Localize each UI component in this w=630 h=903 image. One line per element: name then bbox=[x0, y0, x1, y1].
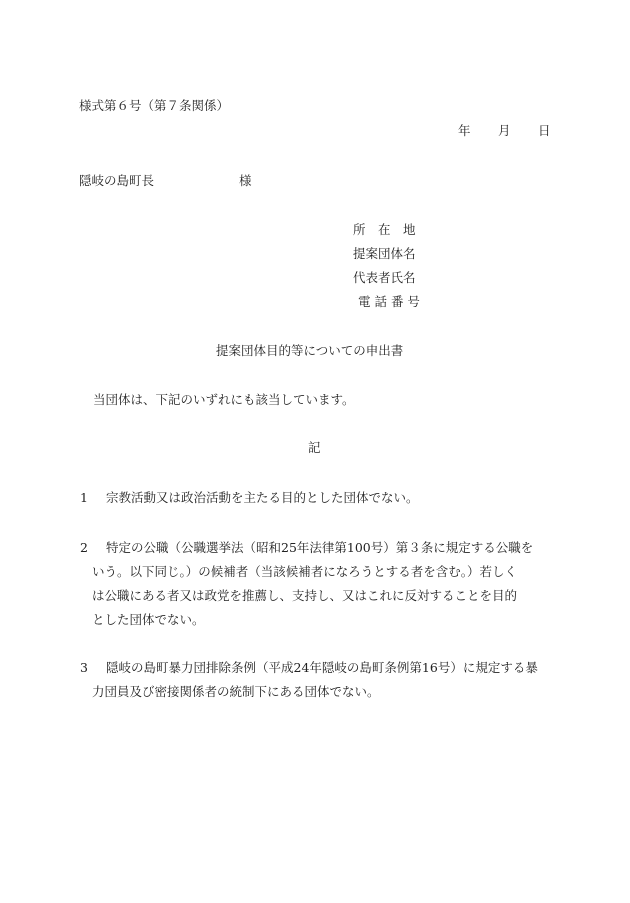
item-number: 1 bbox=[80, 490, 88, 505]
field-representative-label: 代表者氏名 bbox=[353, 270, 416, 285]
form-label: 様式第６号（第７条関係） bbox=[79, 98, 230, 113]
date-month: 月 bbox=[498, 123, 511, 138]
document-title: 提案団体目的等についての申出書 bbox=[216, 343, 404, 358]
addressee-name: 隠岐の島町長 bbox=[79, 173, 155, 188]
item-number: 3 bbox=[80, 660, 88, 675]
date-day: 日 bbox=[538, 123, 551, 138]
item-number: 2 bbox=[80, 540, 88, 555]
field-address-label: 所 在 地 bbox=[353, 222, 416, 237]
field-org-name-label: 提案団体名 bbox=[353, 246, 416, 261]
field-phone-label: 電 話 番 号 bbox=[358, 294, 420, 309]
date-year: 年 bbox=[458, 123, 471, 138]
item-1: 1 宗教活動又は政治活動を主たる目的とした団体でない。 bbox=[80, 486, 555, 510]
ki-heading: 記 bbox=[308, 440, 321, 455]
intro-text: 当団体は、下記のいずれにも該当しています。 bbox=[93, 392, 355, 407]
item-2: 2 特定の公職（公職選挙法（昭和25年法律第100号）第３条に規定する公職を いう。以下同じ。）の候補者（当該候補者になろうとする者を含む。）若しく は公職にある者又は政党を推薦し、支持し、又はこれに反対することを目的 とした団体でない。 bbox=[80, 536, 555, 632]
item-3: 3 隠岐の島町暴力団排除条例（平成24年隠岐の島町条例第16号）に規定する暴 力団員及び密接関係者の統制下にある団体でない。 bbox=[80, 656, 555, 704]
addressee-honorific: 様 bbox=[239, 173, 252, 188]
